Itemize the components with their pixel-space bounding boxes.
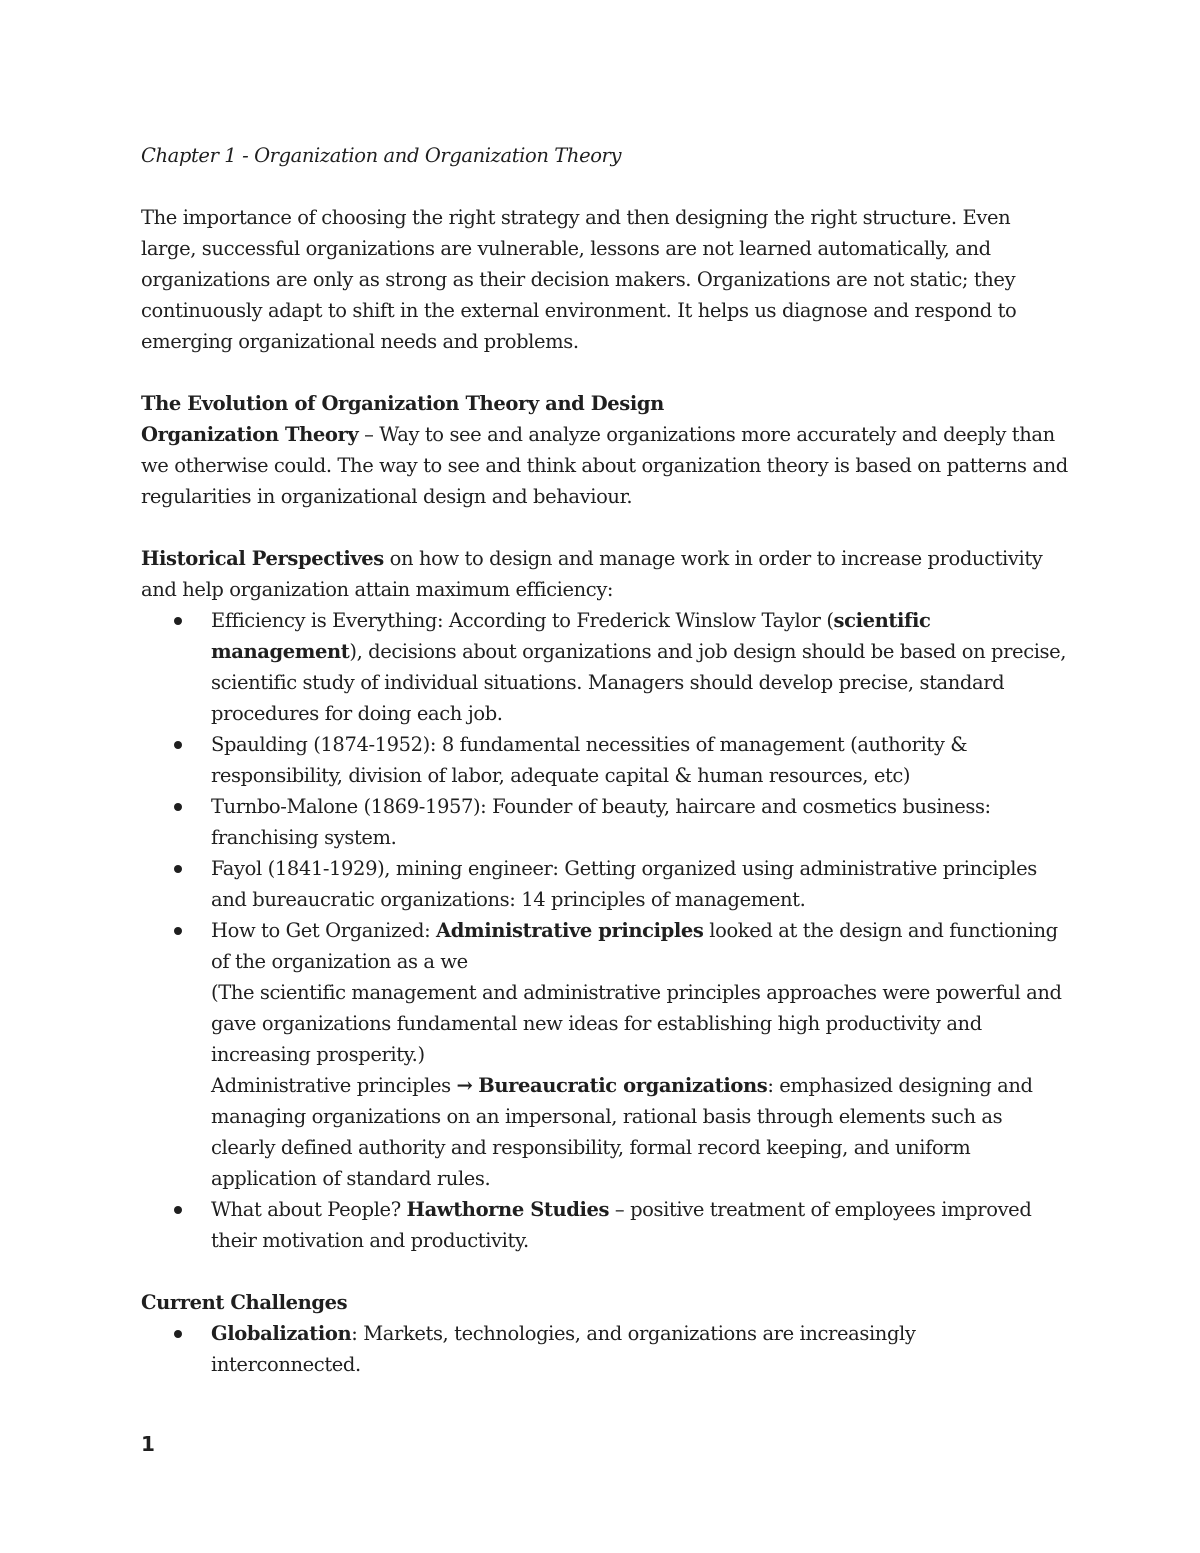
organization-theory-paragraph [141,419,1071,512]
list-item-turnbo-malone: Turnbo-Malone (1869-1957): Founder of beauty, haircare and cosmetics business: franchising system. [141,791,1071,853]
bullet-icon [174,741,182,749]
parenthetical-note: (The scientific management and administrative principles approaches were powerful and gave organizations fundamental new ideas for establishing high productivity and increasing prosperity.) [211,981,1062,1066]
challenges-heading [141,1287,1071,1318]
scientific-management-term: scientific management [211,609,931,663]
evolution-heading [141,388,1071,419]
list-item-spaulding: Spaulding (1874-1952): 8 fundamental necessities of management (authority & responsibility, division of labor, adequate capital & human resources, etc) [141,729,1071,791]
historical-text: on how to design and manage work in order to increase productivity and help organization attain maximum efficiency: [141,547,1043,601]
list-item-people: What about People? Hawthorne Studies – positive treatment of employees improved their motivation and productivity. [141,1194,1071,1256]
list-item-taylor: Efficiency is Everything: According to Frederick Winslow Taylor (scientific management), decisions about organizations and job design should be based on precise, scientific study of individual situations. Managers should develop precise, standard procedures for doing each job. [141,605,1071,729]
intro-paragraph: The importance of choosing the right strategy and then designing the right structure. Even large, successful organizations are vulnerable, lessons are not learned automatically, and organizations are only as strong as their decision makers. Organizations are not static; they continuously adapt to shift in the external environment. It helps us diagnose and respond to emerging organizational needs and problems. [141,206,1017,353]
bullet-icon [174,1330,182,1338]
hawthorne-studies-term: Hawthorne Studies [406,1198,610,1221]
historical-paragraph [141,543,1071,605]
administrative-principles-term: Administrative principles [436,919,704,942]
list-item-get-organized: How to Get Organized: Administrative principles looked at the design and functioning of the organization as a we (The scientific management and administrative principles approaches were powerful and gave organizations fundamental new ideas for establishing high productivity and increasing prosperity.) Administrative principles → Bureaucratic organizations: emphasized designing and managing organizations on an impersonal, rational basis through elements such as clearly defined authority and responsibility, formal record keeping, and uniform application of standard rules. [141,915,1071,1194]
bureaucratic-organizations-term: Bureaucratic organizations [478,1074,768,1097]
list-item-globalization: Globalization: Markets, technologies, and organizations are increasingly interconnected. [141,1318,1071,1380]
historical-term: Historical Perspectives [141,547,384,570]
historical-list [141,605,1071,1256]
evolution-heading-text: The Evolution of Organization Theory and Design [141,392,664,415]
bullet-icon [174,927,182,935]
organization-theory-term: Organization Theory [141,423,359,446]
organization-theory-definition: – Way to see and analyze organizations more accurately and deeply than we otherwise could. The way to see and think about organization theory is based on patterns and regularities in organizational design and behaviour. [141,423,1068,508]
right-arrow-icon: → [456,1074,473,1097]
spacer [141,171,1071,202]
list-item-fayol: Fayol (1841-1929), mining engineer: Getting organized using administrative principles and bureaucratic organizations: 14 principles of management. [141,853,1071,915]
spacer [141,512,1071,543]
spacer [141,1256,1071,1287]
spacer [141,357,1071,388]
bullet-icon [174,865,182,873]
globalization-term: Globalization [211,1322,352,1345]
challenges-heading-text: Current Challenges [141,1291,348,1314]
page-number: 1 [141,1432,155,1456]
bullet-icon [174,1206,182,1214]
bullet-icon [174,803,182,811]
bullet-icon [174,617,182,625]
document-body [141,140,1071,1380]
chapter-title: Chapter 1 - Organization and Organization Theory [141,144,622,167]
challenges-list [141,1318,1071,1380]
